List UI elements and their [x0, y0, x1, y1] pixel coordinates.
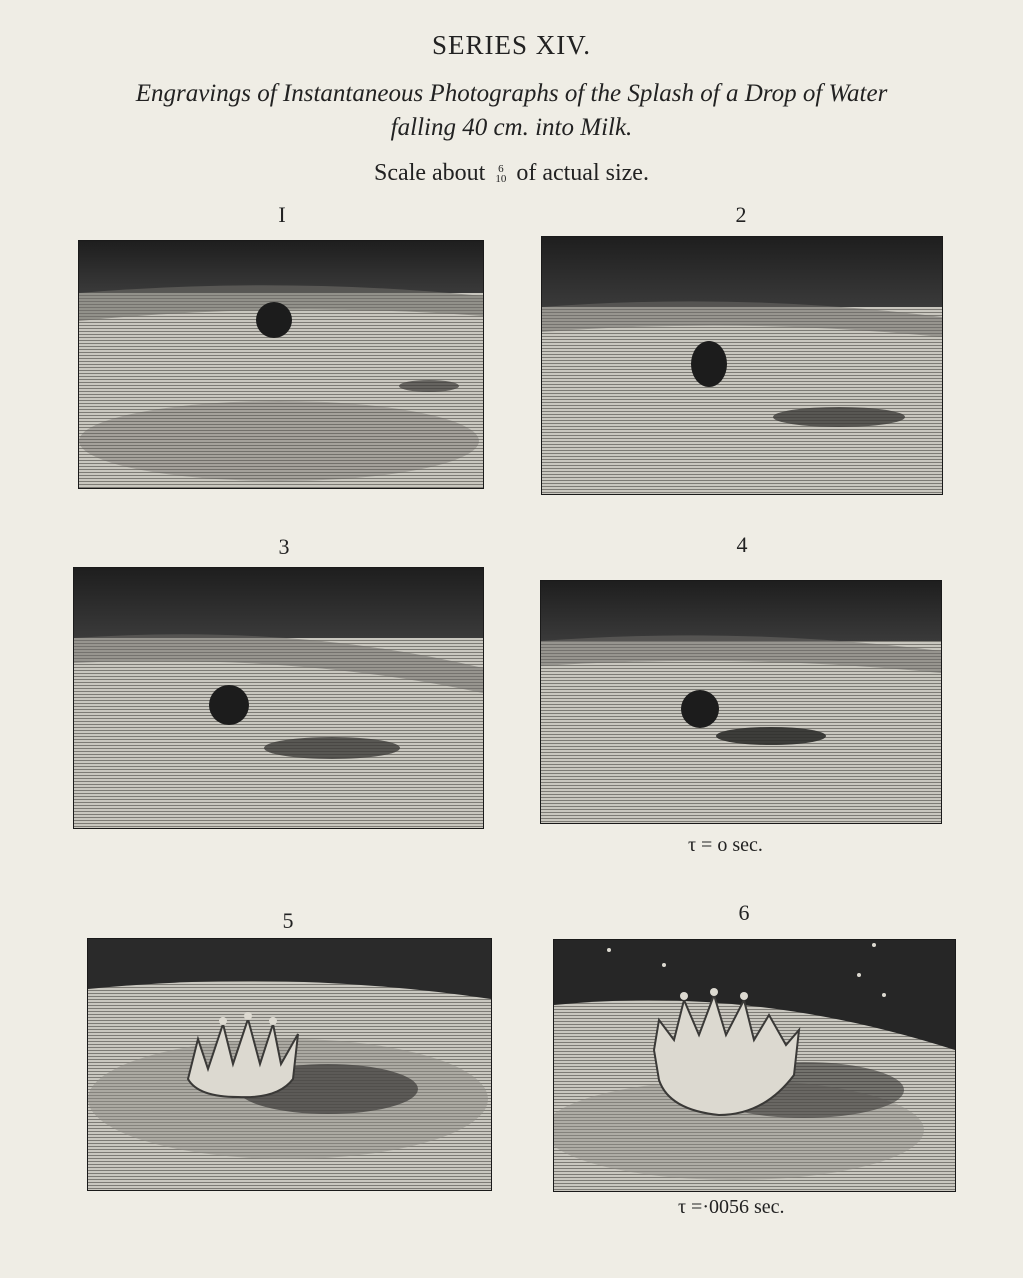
falling-drop-illustration-4	[541, 581, 941, 823]
engraving-panel-3	[73, 567, 484, 829]
panel-number-2: 2	[735, 202, 747, 227]
panel-number-1: I	[278, 202, 286, 227]
panel-number-6: 6	[738, 900, 750, 925]
series-title: SERIES XIV.	[431, 30, 592, 60]
engraving-panel-1	[78, 240, 484, 489]
splash-crown-illustration-5	[88, 939, 491, 1190]
falling-drop-illustration-3	[74, 568, 483, 828]
scale-suffix: of actual size.	[516, 160, 649, 186]
panel-4-time-caption: τ = o sec.	[688, 834, 763, 856]
scale-note	[0, 160, 1023, 187]
engraving-panel-4	[540, 580, 942, 824]
subtitle-line-2: falling 40 cm. into Milk.	[390, 114, 633, 141]
engraving-panel-2	[541, 236, 943, 495]
panel-number-4: 4	[736, 532, 748, 557]
scale-prefix: Scale about	[374, 160, 486, 186]
falling-drop-illustration-1	[79, 241, 483, 488]
splash-crown-illustration-6	[554, 940, 955, 1191]
panel-number-3: 3	[278, 534, 290, 559]
engraving-panel-5	[87, 938, 492, 1191]
panel-number-5: 5	[282, 908, 294, 933]
falling-drop-illustration-2	[542, 237, 942, 494]
engraving-panel-6	[553, 939, 956, 1192]
scale-fraction	[495, 164, 506, 184]
scale-denominator: 10	[495, 173, 507, 186]
scale-numerator: 6	[498, 163, 504, 176]
subtitle-line-1: Engravings of Instantaneous Photographs of the Splash of a Drop of Water	[135, 80, 888, 107]
panel-6-time-caption: τ =·0056 sec.	[678, 1196, 785, 1218]
